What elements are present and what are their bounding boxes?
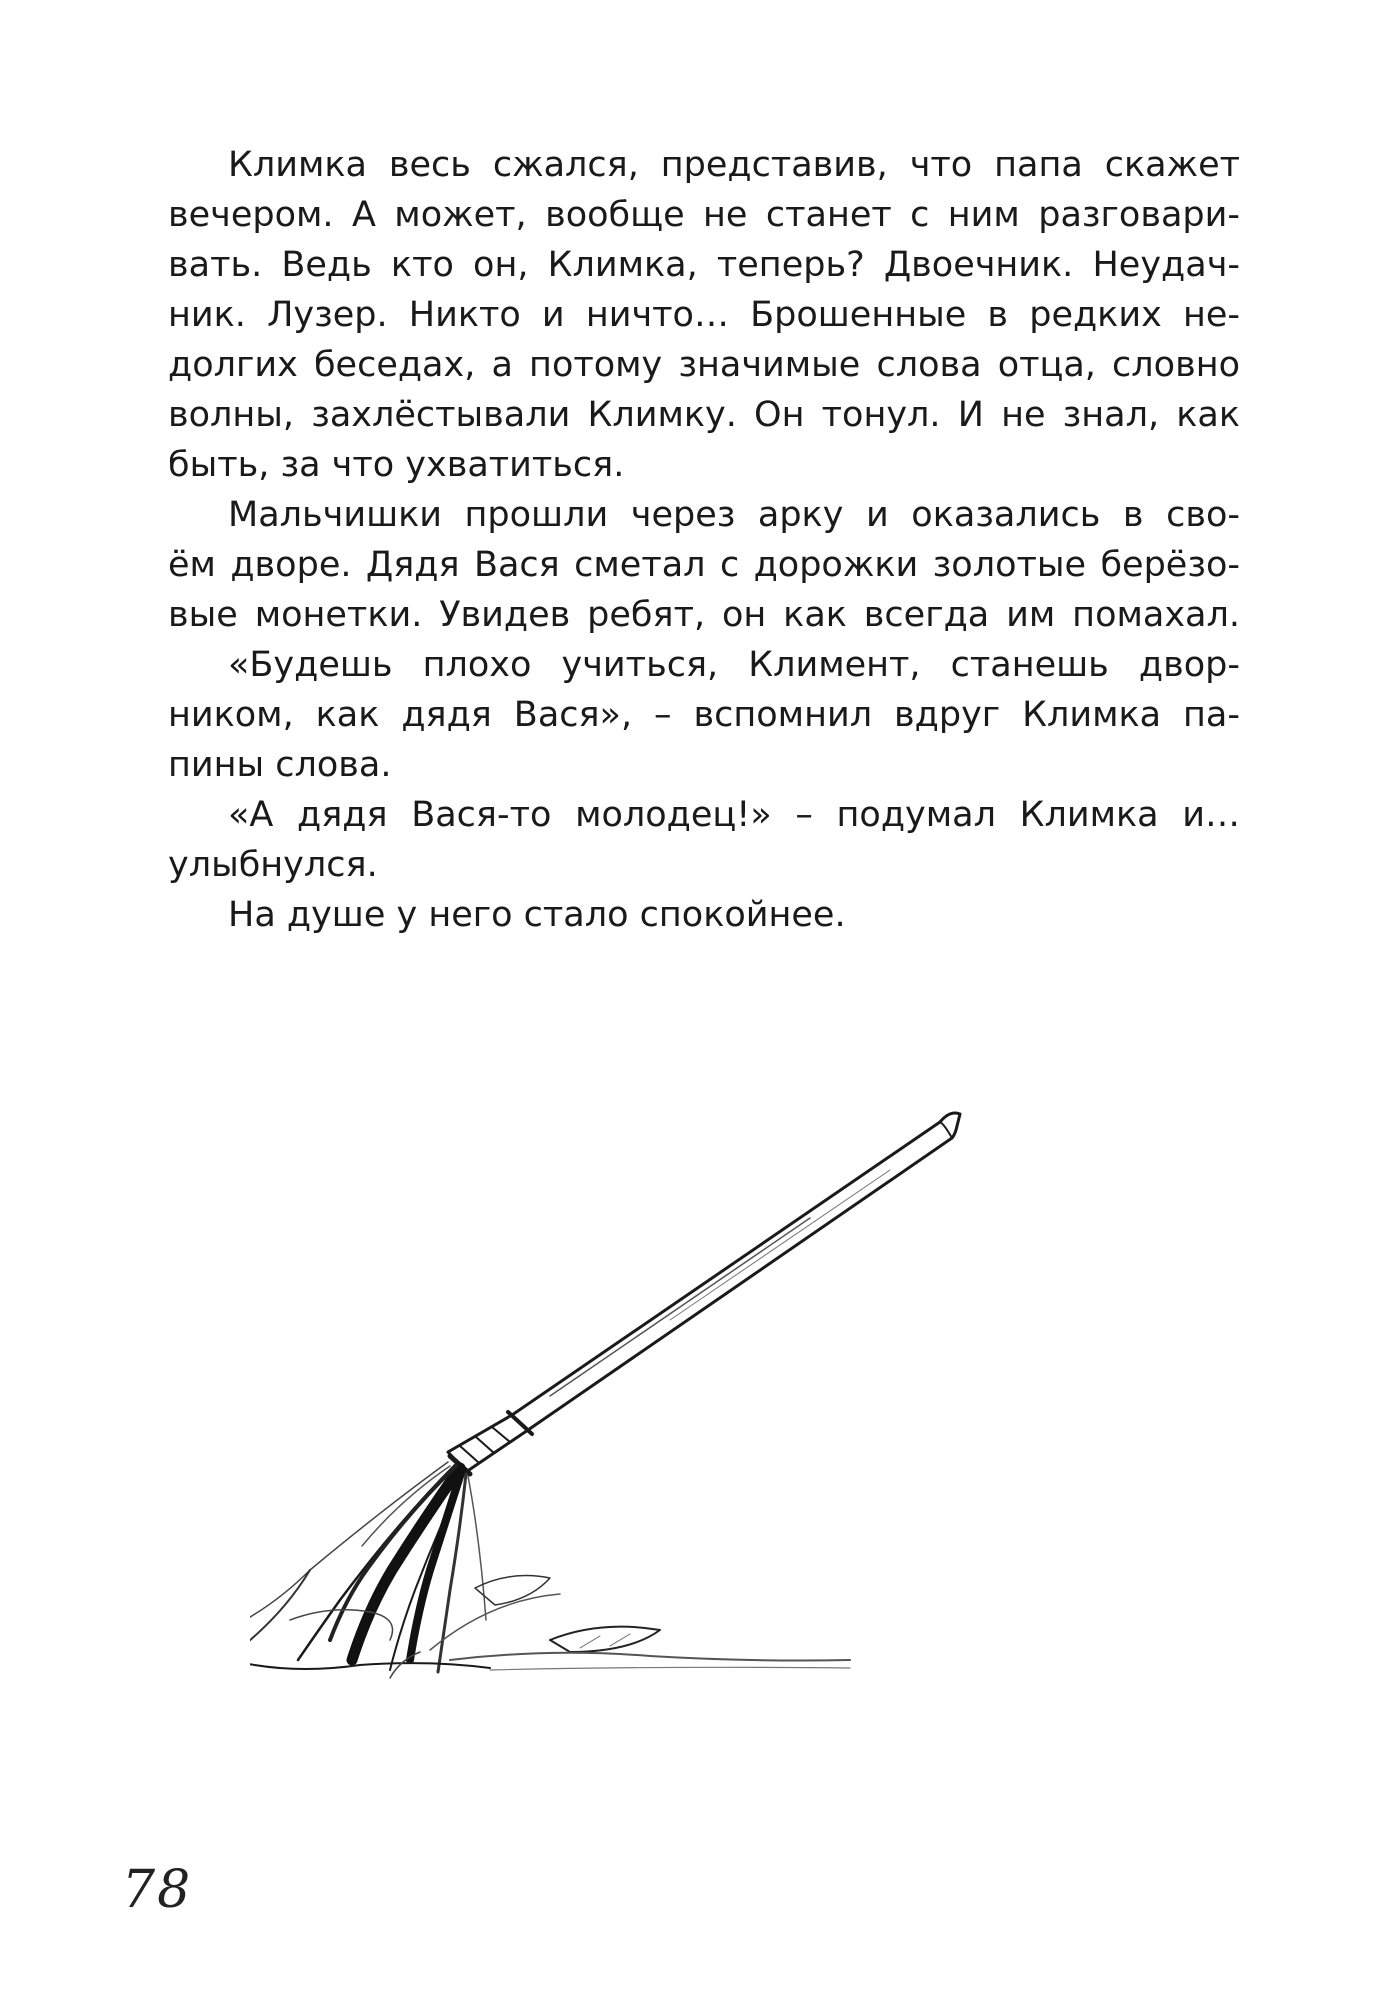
text-line: «Будешь плохо учиться, Климент, станешь двор- [228, 645, 1240, 685]
text-line: быть, за что ухватиться. [168, 445, 625, 485]
text-line: улыбнулся. [168, 845, 378, 885]
body-text [168, 140, 1240, 940]
text-line: ником, как дядя Вася», – вспомнил вдруг Климка па- [168, 695, 1240, 735]
page-number: 78 [122, 1860, 193, 1920]
text-line: долгих беседах, а потому значимые слова отца, словно [168, 345, 1240, 385]
text-line: ём дворе. Дядя Вася сметал с дорожки золотые берёзо- [168, 545, 1240, 585]
text-line: вать. Ведь кто он, Климка, теперь? Двоечник. Неудач- [168, 245, 1240, 285]
text-line: вые монетки. Увидев ребят, он как всегда им помахал. [168, 595, 1240, 635]
text-line: Климка весь сжался, представив, что папа скажет [228, 145, 1240, 185]
text-line: ник. Лузер. Никто и ничто… Брошенные в редких не- [168, 295, 1240, 335]
text-line: Мальчишки прошли через арку и оказались в сво- [228, 495, 1240, 535]
text-line: «А дядя Вася-то молодец!» – подумал Климка и… [228, 795, 1240, 835]
text-line: волны, захлёстывали Климку. Он тонул. И не знал, как [168, 395, 1240, 435]
text-line: вечером. А может, вообще не станет с ним разговари- [168, 195, 1240, 235]
text-line: пины слова. [168, 745, 392, 785]
broom-illustration [250, 1100, 1100, 1730]
text-line: На душе у него стало спокойнее. [228, 895, 846, 935]
